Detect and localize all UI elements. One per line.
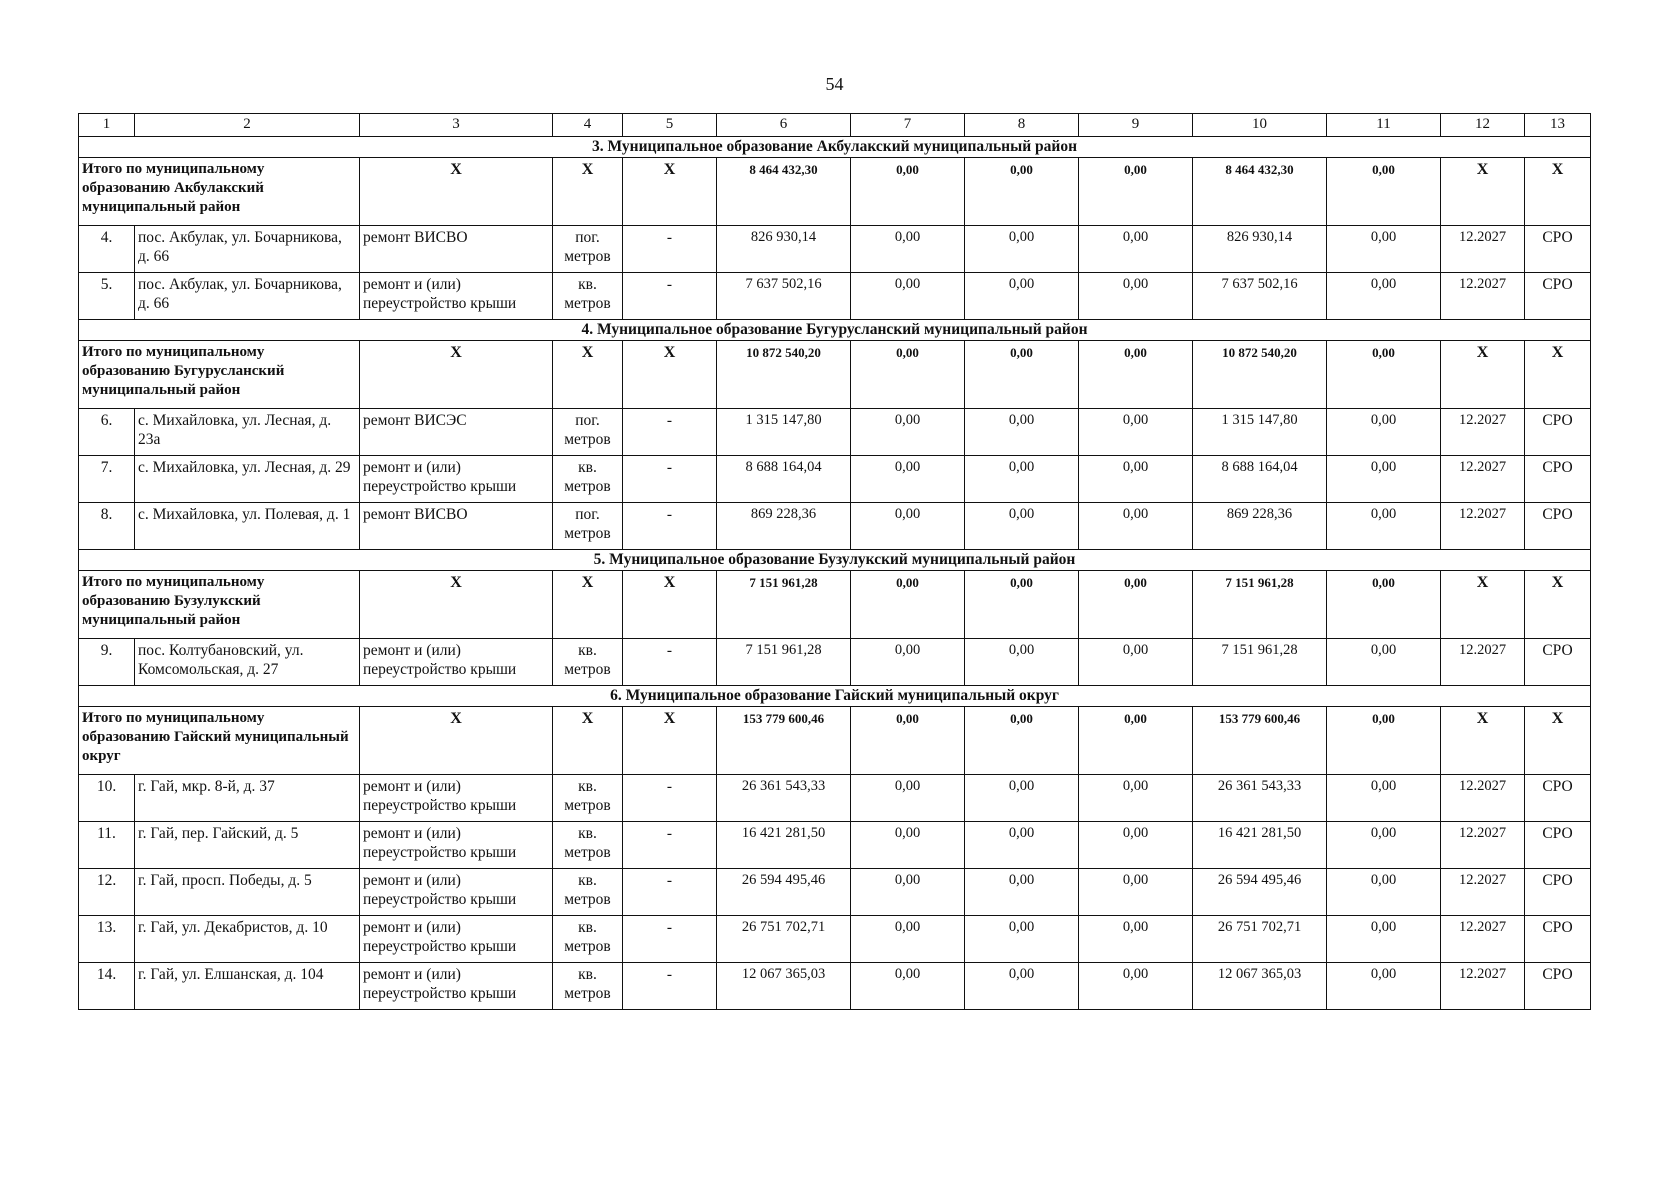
row-unit: кв. метров xyxy=(553,963,623,1010)
row-method: СРО xyxy=(1525,775,1591,822)
row-unit: кв. метров xyxy=(553,456,623,503)
row-deadline: 12.2027 xyxy=(1441,916,1525,963)
section-total-row xyxy=(79,341,1591,409)
total-col-13: X xyxy=(1525,707,1591,775)
total-col-4: X xyxy=(553,707,623,775)
row-col-10: 26 361 543,33 xyxy=(1193,775,1327,822)
section-title-row xyxy=(79,686,1591,707)
row-unit: кв. метров xyxy=(553,822,623,869)
total-col-3: X xyxy=(360,571,553,639)
total-col-10: 153 779 600,46 xyxy=(1193,707,1327,775)
row-number: 11. xyxy=(79,822,135,869)
row-col-5: - xyxy=(623,226,717,273)
row-number: 6. xyxy=(79,409,135,456)
total-col-13: X xyxy=(1525,341,1591,409)
row-work-type: ремонт и (или) переустройство крыши xyxy=(360,775,553,822)
row-col-10: 26 751 702,71 xyxy=(1193,916,1327,963)
total-col-7: 0,00 xyxy=(851,571,965,639)
row-work-type: ремонт и (или) переустройство крыши xyxy=(360,456,553,503)
row-col-10: 869 228,36 xyxy=(1193,503,1327,550)
row-unit: кв. метров xyxy=(553,869,623,916)
row-work-type: ремонт и (или) переустройство крыши xyxy=(360,963,553,1010)
row-col-6: 26 594 495,46 xyxy=(717,869,851,916)
row-address: г. Гай, просп. Победы, д. 5 xyxy=(135,869,360,916)
table-row xyxy=(79,916,1591,963)
row-method: СРО xyxy=(1525,963,1591,1010)
row-col-11: 0,00 xyxy=(1327,639,1441,686)
section-title-row xyxy=(79,550,1591,571)
row-method: СРО xyxy=(1525,226,1591,273)
row-col-8: 0,00 xyxy=(965,963,1079,1010)
total-col-9: 0,00 xyxy=(1079,707,1193,775)
row-number: 12. xyxy=(79,869,135,916)
section-title: 5. Муниципальное образование Бузулукский муниципальный район xyxy=(79,550,1591,571)
total-col-10: 10 872 540,20 xyxy=(1193,341,1327,409)
row-col-5: - xyxy=(623,409,717,456)
row-col-8: 0,00 xyxy=(965,226,1079,273)
row-col-9: 0,00 xyxy=(1079,916,1193,963)
total-col-8: 0,00 xyxy=(965,341,1079,409)
section-title-row xyxy=(79,137,1591,158)
row-address: г. Гай, ул. Елшанская, д. 104 xyxy=(135,963,360,1010)
total-col-11: 0,00 xyxy=(1327,158,1441,226)
row-col-6: 7 151 961,28 xyxy=(717,639,851,686)
row-col-9: 0,00 xyxy=(1079,503,1193,550)
row-col-11: 0,00 xyxy=(1327,963,1441,1010)
section-title: 3. Муниципальное образование Акбулакский муниципальный район xyxy=(79,137,1591,158)
table-row xyxy=(79,226,1591,273)
row-deadline: 12.2027 xyxy=(1441,409,1525,456)
row-col-7: 0,00 xyxy=(851,822,965,869)
row-col-7: 0,00 xyxy=(851,456,965,503)
total-label: Итого по муниципальному образованию Акбулакский муниципальный район xyxy=(79,158,360,226)
column-number-row xyxy=(79,114,1591,137)
table-row xyxy=(79,456,1591,503)
row-work-type: ремонт ВИСВО xyxy=(360,226,553,273)
total-col-3: X xyxy=(360,707,553,775)
total-col-6: 153 779 600,46 xyxy=(717,707,851,775)
row-work-type: ремонт и (или) переустройство крыши xyxy=(360,869,553,916)
row-col-5: - xyxy=(623,869,717,916)
row-number: 10. xyxy=(79,775,135,822)
row-col-11: 0,00 xyxy=(1327,273,1441,320)
table-row xyxy=(79,409,1591,456)
column-header-10: 10 xyxy=(1193,114,1327,137)
row-col-6: 1 315 147,80 xyxy=(717,409,851,456)
row-method: СРО xyxy=(1525,916,1591,963)
row-col-7: 0,00 xyxy=(851,226,965,273)
row-col-7: 0,00 xyxy=(851,273,965,320)
row-col-9: 0,00 xyxy=(1079,226,1193,273)
total-col-9: 0,00 xyxy=(1079,571,1193,639)
total-col-8: 0,00 xyxy=(965,571,1079,639)
row-method: СРО xyxy=(1525,503,1591,550)
row-col-7: 0,00 xyxy=(851,963,965,1010)
row-col-7: 0,00 xyxy=(851,639,965,686)
total-col-11: 0,00 xyxy=(1327,341,1441,409)
column-header-6: 6 xyxy=(717,114,851,137)
row-address: г. Гай, пер. Гайский, д. 5 xyxy=(135,822,360,869)
row-col-10: 12 067 365,03 xyxy=(1193,963,1327,1010)
table-row xyxy=(79,273,1591,320)
total-label: Итого по муниципальному образованию Гайский муниципальный округ xyxy=(79,707,360,775)
section-title-row xyxy=(79,320,1591,341)
row-col-6: 16 421 281,50 xyxy=(717,822,851,869)
row-col-6: 26 361 543,33 xyxy=(717,775,851,822)
row-col-5: - xyxy=(623,822,717,869)
row-col-6: 869 228,36 xyxy=(717,503,851,550)
column-header-9: 9 xyxy=(1079,114,1193,137)
total-col-13: X xyxy=(1525,571,1591,639)
row-work-type: ремонт и (или) переустройство крыши xyxy=(360,822,553,869)
column-header-7: 7 xyxy=(851,114,965,137)
total-col-5: X xyxy=(623,158,717,226)
row-col-10: 826 930,14 xyxy=(1193,226,1327,273)
row-deadline: 12.2027 xyxy=(1441,456,1525,503)
row-address: г. Гай, ул. Декабристов, д. 10 xyxy=(135,916,360,963)
row-address: пос. Акбулак, ул. Бочарникова, д. 66 xyxy=(135,273,360,320)
table-body xyxy=(79,137,1591,1010)
row-col-10: 7 151 961,28 xyxy=(1193,639,1327,686)
row-col-9: 0,00 xyxy=(1079,869,1193,916)
row-col-9: 0,00 xyxy=(1079,409,1193,456)
row-unit: кв. метров xyxy=(553,775,623,822)
column-header-4: 4 xyxy=(553,114,623,137)
row-col-8: 0,00 xyxy=(965,916,1079,963)
total-col-7: 0,00 xyxy=(851,707,965,775)
row-col-11: 0,00 xyxy=(1327,456,1441,503)
total-col-9: 0,00 xyxy=(1079,341,1193,409)
total-label: Итого по муниципальному образованию Бугурусланский муниципальный район xyxy=(79,341,360,409)
row-col-5: - xyxy=(623,639,717,686)
row-col-10: 1 315 147,80 xyxy=(1193,409,1327,456)
row-address: пос. Колтубановский, ул. Комсомольская, д. 27 xyxy=(135,639,360,686)
row-number: 4. xyxy=(79,226,135,273)
section-total-row xyxy=(79,571,1591,639)
row-col-6: 8 688 164,04 xyxy=(717,456,851,503)
row-col-9: 0,00 xyxy=(1079,639,1193,686)
row-address: с. Михайловка, ул. Лесная, д. 29 xyxy=(135,456,360,503)
row-deadline: 12.2027 xyxy=(1441,963,1525,1010)
row-unit: пог. метров xyxy=(553,409,623,456)
total-col-3: X xyxy=(360,158,553,226)
row-number: 13. xyxy=(79,916,135,963)
total-col-13: X xyxy=(1525,158,1591,226)
column-header-12: 12 xyxy=(1441,114,1525,137)
column-header-11: 11 xyxy=(1327,114,1441,137)
row-col-7: 0,00 xyxy=(851,775,965,822)
table-row xyxy=(79,503,1591,550)
row-number: 7. xyxy=(79,456,135,503)
row-col-5: - xyxy=(623,916,717,963)
total-col-4: X xyxy=(553,571,623,639)
total-col-10: 7 151 961,28 xyxy=(1193,571,1327,639)
total-col-12: X xyxy=(1441,571,1525,639)
table-header xyxy=(79,114,1591,137)
total-col-5: X xyxy=(623,707,717,775)
row-col-5: - xyxy=(623,963,717,1010)
table-row xyxy=(79,963,1591,1010)
row-col-8: 0,00 xyxy=(965,869,1079,916)
total-col-12: X xyxy=(1441,707,1525,775)
document-table-container xyxy=(78,113,1590,1010)
column-header-3: 3 xyxy=(360,114,553,137)
row-col-6: 826 930,14 xyxy=(717,226,851,273)
row-method: СРО xyxy=(1525,273,1591,320)
total-col-8: 0,00 xyxy=(965,158,1079,226)
row-address: пос. Акбулак, ул. Бочарникова, д. 66 xyxy=(135,226,360,273)
column-header-8: 8 xyxy=(965,114,1079,137)
row-col-9: 0,00 xyxy=(1079,775,1193,822)
table-row xyxy=(79,775,1591,822)
row-col-8: 0,00 xyxy=(965,775,1079,822)
row-col-11: 0,00 xyxy=(1327,503,1441,550)
row-address: г. Гай, мкр. 8-й, д. 37 xyxy=(135,775,360,822)
row-col-8: 0,00 xyxy=(965,409,1079,456)
row-number: 9. xyxy=(79,639,135,686)
row-unit: пог. метров xyxy=(553,226,623,273)
total-col-11: 0,00 xyxy=(1327,707,1441,775)
row-deadline: 12.2027 xyxy=(1441,869,1525,916)
column-header-5: 5 xyxy=(623,114,717,137)
total-col-7: 0,00 xyxy=(851,158,965,226)
table-row xyxy=(79,869,1591,916)
total-label: Итого по муниципальному образованию Бузулукский муниципальный район xyxy=(79,571,360,639)
row-col-11: 0,00 xyxy=(1327,226,1441,273)
row-work-type: ремонт и (или) переустройство крыши xyxy=(360,273,553,320)
row-method: СРО xyxy=(1525,639,1591,686)
total-col-6: 10 872 540,20 xyxy=(717,341,851,409)
total-col-5: X xyxy=(623,571,717,639)
total-col-4: X xyxy=(553,341,623,409)
row-deadline: 12.2027 xyxy=(1441,226,1525,273)
row-unit: кв. метров xyxy=(553,273,623,320)
row-col-11: 0,00 xyxy=(1327,822,1441,869)
row-col-5: - xyxy=(623,503,717,550)
table-row xyxy=(79,639,1591,686)
row-col-7: 0,00 xyxy=(851,503,965,550)
row-deadline: 12.2027 xyxy=(1441,503,1525,550)
table-row xyxy=(79,822,1591,869)
row-col-11: 0,00 xyxy=(1327,409,1441,456)
row-col-8: 0,00 xyxy=(965,273,1079,320)
row-method: СРО xyxy=(1525,456,1591,503)
row-deadline: 12.2027 xyxy=(1441,822,1525,869)
row-unit: пог. метров xyxy=(553,503,623,550)
row-col-10: 16 421 281,50 xyxy=(1193,822,1327,869)
row-col-10: 8 688 164,04 xyxy=(1193,456,1327,503)
page-number: 54 xyxy=(825,74,844,94)
row-col-8: 0,00 xyxy=(965,822,1079,869)
row-unit: кв. метров xyxy=(553,639,623,686)
row-col-6: 26 751 702,71 xyxy=(717,916,851,963)
row-col-9: 0,00 xyxy=(1079,822,1193,869)
column-header-13: 13 xyxy=(1525,114,1591,137)
row-col-10: 26 594 495,46 xyxy=(1193,869,1327,916)
row-col-9: 0,00 xyxy=(1079,456,1193,503)
total-col-11: 0,00 xyxy=(1327,571,1441,639)
row-col-11: 0,00 xyxy=(1327,916,1441,963)
row-method: СРО xyxy=(1525,869,1591,916)
row-work-type: ремонт и (или) переустройство крыши xyxy=(360,916,553,963)
row-col-8: 0,00 xyxy=(965,456,1079,503)
row-col-9: 0,00 xyxy=(1079,273,1193,320)
row-col-8: 0,00 xyxy=(965,503,1079,550)
row-col-9: 0,00 xyxy=(1079,963,1193,1010)
row-address: с. Михайловка, ул. Полевая, д. 1 xyxy=(135,503,360,550)
section-total-row xyxy=(79,707,1591,775)
row-deadline: 12.2027 xyxy=(1441,273,1525,320)
row-number: 8. xyxy=(79,503,135,550)
row-col-5: - xyxy=(623,456,717,503)
row-deadline: 12.2027 xyxy=(1441,639,1525,686)
row-col-11: 0,00 xyxy=(1327,775,1441,822)
row-number: 14. xyxy=(79,963,135,1010)
row-col-5: - xyxy=(623,273,717,320)
row-col-6: 7 637 502,16 xyxy=(717,273,851,320)
row-deadline: 12.2027 xyxy=(1441,775,1525,822)
row-col-10: 7 637 502,16 xyxy=(1193,273,1327,320)
section-title: 4. Муниципальное образование Бугурусланский муниципальный район xyxy=(79,320,1591,341)
row-col-11: 0,00 xyxy=(1327,869,1441,916)
total-col-12: X xyxy=(1441,341,1525,409)
total-col-12: X xyxy=(1441,158,1525,226)
total-col-3: X xyxy=(360,341,553,409)
row-col-7: 0,00 xyxy=(851,409,965,456)
total-col-6: 8 464 432,30 xyxy=(717,158,851,226)
total-col-7: 0,00 xyxy=(851,341,965,409)
row-col-7: 0,00 xyxy=(851,869,965,916)
row-method: СРО xyxy=(1525,409,1591,456)
total-col-8: 0,00 xyxy=(965,707,1079,775)
row-col-7: 0,00 xyxy=(851,916,965,963)
row-col-5: - xyxy=(623,775,717,822)
row-method: СРО xyxy=(1525,822,1591,869)
column-header-1: 1 xyxy=(79,114,135,137)
row-address: с. Михайловка, ул. Лесная, д. 23а xyxy=(135,409,360,456)
repair-program-table xyxy=(78,113,1591,1010)
row-work-type: ремонт ВИСЭС xyxy=(360,409,553,456)
row-work-type: ремонт и (или) переустройство крыши xyxy=(360,639,553,686)
total-col-9: 0,00 xyxy=(1079,158,1193,226)
total-col-10: 8 464 432,30 xyxy=(1193,158,1327,226)
row-unit: кв. метров xyxy=(553,916,623,963)
row-col-6: 12 067 365,03 xyxy=(717,963,851,1010)
row-number: 5. xyxy=(79,273,135,320)
total-col-6: 7 151 961,28 xyxy=(717,571,851,639)
row-col-8: 0,00 xyxy=(965,639,1079,686)
total-col-5: X xyxy=(623,341,717,409)
total-col-4: X xyxy=(553,158,623,226)
column-header-2: 2 xyxy=(135,114,360,137)
section-title: 6. Муниципальное образование Гайский муниципальный округ xyxy=(79,686,1591,707)
section-total-row xyxy=(79,158,1591,226)
row-work-type: ремонт ВИСВО xyxy=(360,503,553,550)
